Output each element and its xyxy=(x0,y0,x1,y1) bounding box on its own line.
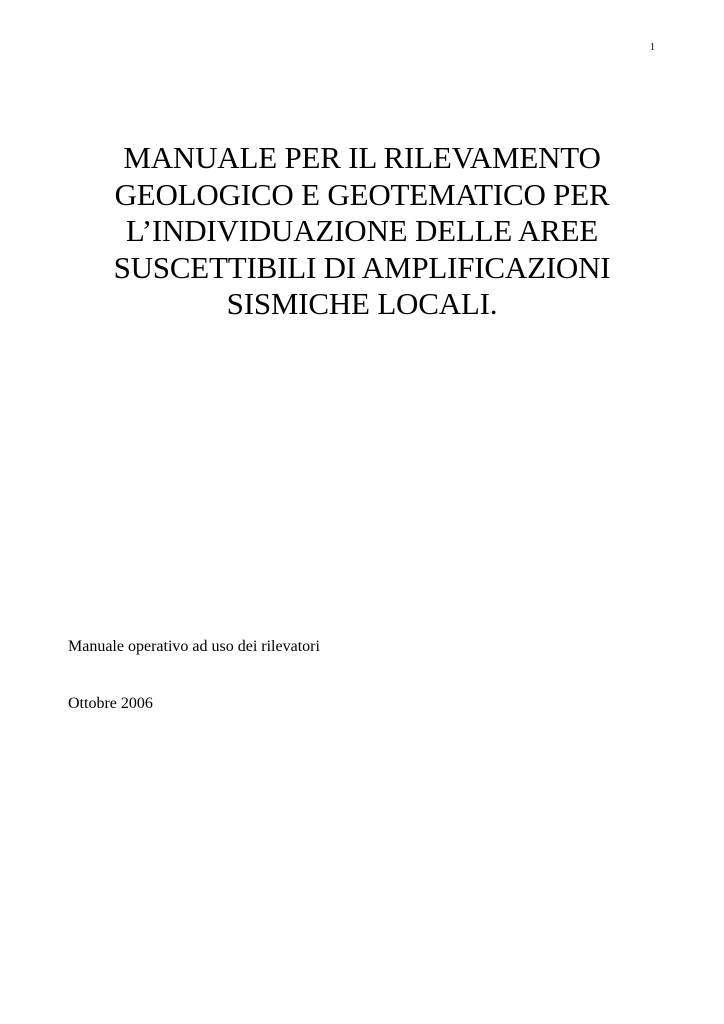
title-line: MANUALE PER IL RILEVAMENTO xyxy=(123,140,601,175)
page-number: 1 xyxy=(650,42,655,53)
title-line: L’INDIVIDUAZIONE DELLE AREE xyxy=(125,213,599,248)
document-title xyxy=(60,140,664,323)
title-line: SISMICHE LOCALI. xyxy=(226,286,498,321)
title-line: SUSCETTIBILI DI AMPLIFICAZIONI xyxy=(113,249,611,285)
document-date: Ottobre 2006 xyxy=(68,695,153,712)
document-subtitle: Manuale operativo ad uso dei rilevatori xyxy=(68,638,320,655)
title-line: GEOLOGICO E GEOTEMATICO PER xyxy=(114,176,610,212)
